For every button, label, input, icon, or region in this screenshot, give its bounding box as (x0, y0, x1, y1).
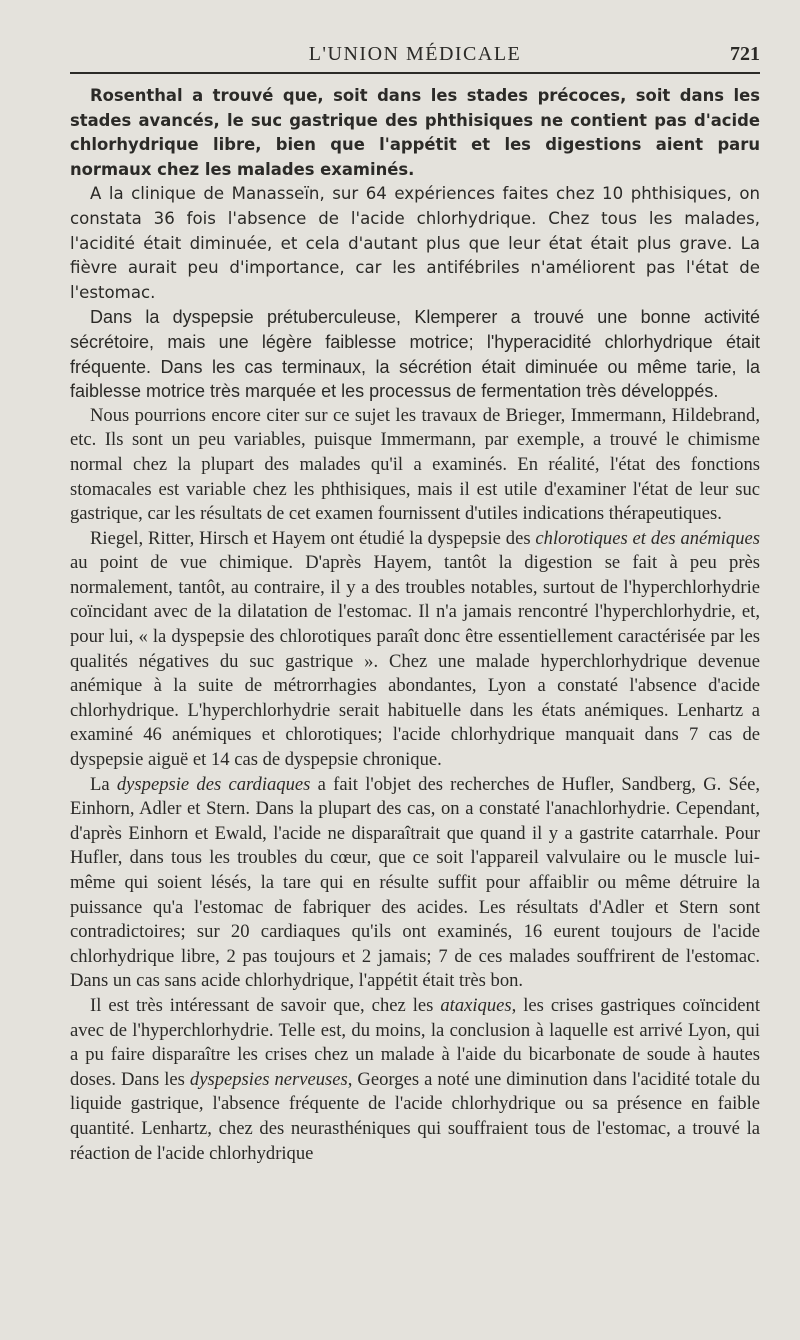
running-title: L'UNION MÉDICALE (308, 43, 522, 65)
header-rule (70, 72, 760, 74)
italic-term: dyspepsie des cardiaques (116, 773, 311, 795)
text-run: La (90, 773, 117, 795)
text-run: , Georges a noté une diminution dans l'acidité totale du liquide gastrique, l'absence fréquente de l'acide chlorhydrique ou sa présence en faible quantité. Lenhartz, chez des neurasthéniques qui souffraient tous de l'estomac, a trouvé la réaction de l'acide chlorhydrique (70, 1068, 761, 1164)
paragraph-brieger: Nous pourrions encore citer sur ce sujet les travaux de Brieger, Immermann, Hildebrand, etc. Ils sont un peu variables, puisque Immermann, par exemple, a trouvé le chimisme normal chez la plupart des malades qu'il a examinés. En réalité, l'état des fonctions stomacales est variable chez les phthisiques, mais il est utile d'examiner l'état de leur suc gastrique, car les résultats de cet examen fournissent d'utiles indications thérapeutiques. (70, 404, 760, 525)
paragraph-rosenthal: Rosenthal a trouvé que, soit dans les stades précoces, soit dans les stades avancés, le suc gastrique des phthisiques ne contient pas d'acide chlorhydrique libre, bien que l'appétit et les digestions aient paru normaux chez les malades examinés. (70, 86, 760, 179)
italic-term: ataxiques (440, 994, 512, 1016)
text-run: Riegel, Ritter, Hirsch et Hayem ont étudié la dyspepsie des (90, 527, 536, 549)
paragraph-cardiaques (70, 773, 760, 994)
paragraph-manassein: A la clinique de Manasseïn, sur 64 expériences faites chez 10 phthisiques, on constata 36 fois l'absence de l'acide chlorhydrique. Chez tous les malades, l'acidité était diminuée, et cela d'autant plus que leur état était plus grave. La fièvre aurait peu d'importance, car les antifébriles n'améliorent pas l'état de l'estomac. (70, 184, 760, 302)
text-run: , les crises gastriques coïncident avec de l'hyperchlorhydrie. Telle est, du moins, la conclusion à laquelle est arrivé Lyon, qui a pu faire disparaître les crises chez un malade à l'aide du bicarbonate de soude à hautes doses. Dans les (70, 994, 761, 1090)
text-run: au point de vue chimique. D'après Hayem, tantôt la digestion se fait à peu près normalement, tantôt, au contraire, il y a des troubles notables, surtout de l'hyperchlorhydrie coïncidant avec de la dilatation de l'estomac. Il n'a jamais rencontré l'hyperchlorhydrie, et, pour lui, « la dyspepsie des chlorotiques paraît donc être essentiellement caractérisée par les qualités négatives du suc gastrique ». Chez une malade hyperchlorhydrique devenue anémique à la suite de métrorrhagies abondantes, Lyon a constaté l'absence d'acide chlorhydrique. L'hyperchlorhydrie serait habituelle dans les états anémiques. Lenhartz a examiné 46 anémiques et chlorotiques; l'acide chlorhydrique manquait dans 7 cas de dyspepsie aiguë et 14 cas de dyspepsie chronique. (70, 552, 760, 771)
italic-term: dyspepsies nerveuses (189, 1068, 348, 1090)
page-number: 721 (730, 43, 760, 65)
text-run: a fait l'objet des recherches de Hufler, Sandberg, G. Sée, Einhorn, Adler et Stern. Dans la plupart des cas, on a constaté l'anachlorhydrie. Cependant, d'après Einhorn et Ewald, l'acide ne disparaîtrait que quand il y a gastrite catarrhale. Pour Hufler, dans tous les troubles du cœur, que ce soit l'appareil valvulaire ou le muscle lui-même qui soient lésés, la tare qui en résulte suffit pour affaiblir ou même détruire la puissance qu'a l'estomac de fabriquer des acides. Les résultats d'Adler et Stern sont contradictoires; sur 20 cardiaques qu'ils ont examinés, 16 eurent toujours de l'acide chlorhydrique libre, 2 pas toujours et 2 jamais; 7 de ces malades souffrirent de l'estomac. Dans un cas sans acide chlorhydrique, l'appétit était très bon. (70, 773, 761, 992)
paragraph-ataxiques (70, 994, 760, 1166)
body-text (70, 84, 760, 1166)
text-run: Il est très intéressant de savoir que, chez les (90, 994, 441, 1016)
paragraph-klemperer: Dans la dyspepsie prétuberculeuse, Klemperer a trouvé une bonne activité sécrétoire, mais une légère faiblesse motrice; l'hyperacidité chlorhydrique était fréquente. Dans les cas terminaux, la sécrétion était diminuée ou même tarie, la faiblesse motrice très marquée et les processus de fermentation très développés. (70, 307, 760, 402)
page-header (70, 40, 760, 70)
italic-term: chlorotiques et des anémiques (535, 527, 760, 549)
paragraph-chlorotiques (70, 527, 760, 773)
